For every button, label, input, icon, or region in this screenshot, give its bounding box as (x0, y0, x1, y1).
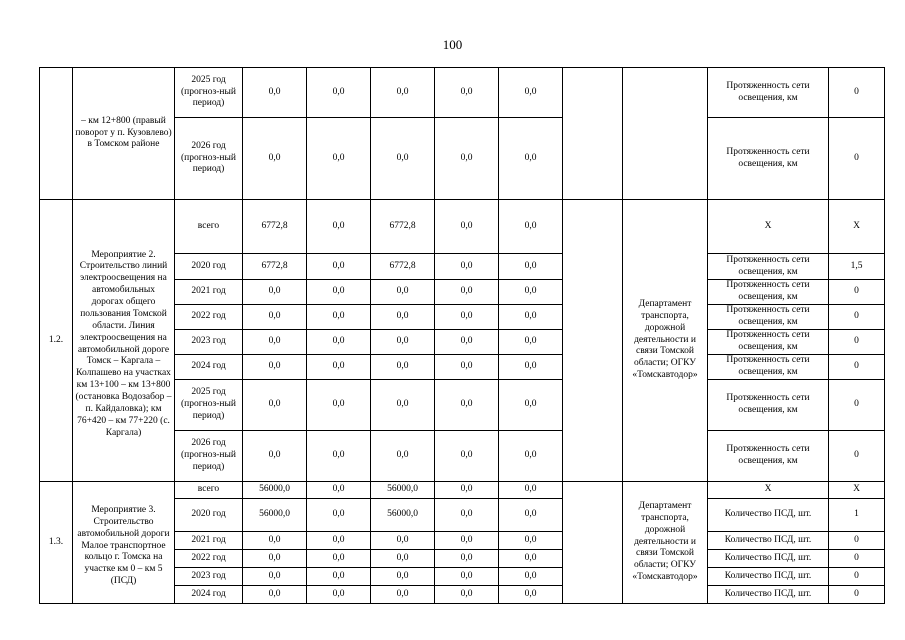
measure-name-cell: – км 12+800 (правый поворот у п. Кузовлево) в Томском районе (73, 68, 175, 200)
value-cell: 0,0 (499, 280, 563, 305)
value-cell: 6772,8 (243, 200, 307, 254)
indicator-value-cell: 0 (829, 532, 885, 550)
year-cell: всего (175, 482, 243, 499)
value-cell: 0,0 (499, 305, 563, 330)
value-cell: 0,0 (435, 254, 499, 280)
value-cell: 0,0 (307, 550, 371, 568)
value-cell: 0,0 (371, 330, 435, 355)
value-cell: 0,0 (307, 330, 371, 355)
measure-name-cell: Мероприятие 2. Строительство линий электроосвещения на автомобильных дорогах общего пользования Томской области. Линия электроосвещения на автомобильной дороге Томск – Каргала – Колпашево на участках км 13+100 – км 13+800 (остановка Водозабор – п. Кайдаловка); км 76+420 – км 77+220 (с. Каргала) (73, 200, 175, 482)
value-cell: 0,0 (371, 586, 435, 604)
indicator-cell: Протяженность сети освещения, км (708, 68, 829, 118)
value-cell: 6772,8 (243, 254, 307, 280)
value-cell: 0,0 (243, 380, 307, 431)
year-cell: всего (175, 200, 243, 254)
year-cell: 2026 год (прогноз-ный период) (175, 118, 243, 200)
item-number-cell: 1.3. (40, 482, 73, 604)
value-cell: 0,0 (307, 305, 371, 330)
year-cell: 2025 год (прогноз-ный период) (175, 68, 243, 118)
value-cell: 0,0 (435, 68, 499, 118)
value-cell: 0,0 (435, 280, 499, 305)
value-cell: 0,0 (435, 568, 499, 586)
indicator-value-cell: 0 (829, 305, 885, 330)
value-cell: 0,0 (371, 532, 435, 550)
indicator-cell: Количество ПСД, шт. (708, 499, 829, 532)
executor-cell (623, 68, 708, 200)
indicator-value-cell: 0 (829, 586, 885, 604)
blank-cell (563, 68, 623, 200)
value-cell: 0,0 (243, 68, 307, 118)
value-cell: 0,0 (307, 355, 371, 380)
year-cell: 2021 год (175, 532, 243, 550)
indicator-value-cell: 0 (829, 550, 885, 568)
value-cell: 0,0 (435, 550, 499, 568)
value-cell: 0,0 (371, 431, 435, 482)
indicator-value-cell: 0 (829, 118, 885, 200)
indicator-cell: Количество ПСД, шт. (708, 568, 829, 586)
value-cell: 0,0 (371, 280, 435, 305)
value-cell: 0,0 (371, 118, 435, 200)
value-cell: 0,0 (499, 254, 563, 280)
indicator-value-cell: 0 (829, 68, 885, 118)
value-cell: 0,0 (499, 550, 563, 568)
value-cell: 0,0 (371, 305, 435, 330)
indicator-cell: Х (708, 200, 829, 254)
blank-cell (563, 200, 623, 482)
year-cell: 2021 год (175, 280, 243, 305)
value-cell: 0,0 (435, 499, 499, 532)
value-cell: 56000,0 (371, 482, 435, 499)
value-cell: 0,0 (243, 305, 307, 330)
value-cell: 56000,0 (243, 499, 307, 532)
value-cell: 0,0 (499, 482, 563, 499)
value-cell: 6772,8 (371, 254, 435, 280)
value-cell: 0,0 (435, 118, 499, 200)
value-cell: 0,0 (499, 586, 563, 604)
value-cell: 0,0 (371, 380, 435, 431)
indicator-cell: Протяженность сети освещения, км (708, 431, 829, 482)
value-cell: 0,0 (435, 380, 499, 431)
value-cell: 0,0 (499, 355, 563, 380)
year-cell: 2023 год (175, 568, 243, 586)
indicator-value-cell: 1 (829, 499, 885, 532)
program-table (39, 67, 885, 604)
indicator-value-cell: 0 (829, 355, 885, 380)
year-cell: 2020 год (175, 254, 243, 280)
value-cell: 0,0 (499, 431, 563, 482)
indicator-cell: Протяженность сети освещения, км (708, 355, 829, 380)
measure-name-cell: Мероприятие 3. Строительство автомобильной дороги Малое транспортное кольцо г. Томска на участке км 0 – км 5 (ПСД) (73, 482, 175, 604)
year-cell: 2026 год (прогноз-ный период) (175, 431, 243, 482)
value-cell: 0,0 (243, 118, 307, 200)
value-cell: 0,0 (371, 568, 435, 586)
value-cell: 0,0 (243, 330, 307, 355)
indicator-cell: Х (708, 482, 829, 499)
year-cell: 2023 год (175, 330, 243, 355)
year-cell: 2024 год (175, 355, 243, 380)
value-cell: 6772,8 (371, 200, 435, 254)
blank-cell (563, 482, 623, 604)
value-cell: 0,0 (307, 532, 371, 550)
value-cell: 0,0 (499, 568, 563, 586)
value-cell: 0,0 (243, 550, 307, 568)
indicator-cell: Протяженность сети освещения, км (708, 380, 829, 431)
year-cell: 2022 год (175, 550, 243, 568)
value-cell: 0,0 (499, 380, 563, 431)
value-cell: 0,0 (307, 431, 371, 482)
indicator-value-cell: 0 (829, 568, 885, 586)
indicator-cell: Количество ПСД, шт. (708, 532, 829, 550)
value-cell: 0,0 (243, 280, 307, 305)
value-cell: 0,0 (307, 254, 371, 280)
indicator-value-cell: 0 (829, 280, 885, 305)
year-cell: 2020 год (175, 499, 243, 532)
value-cell: 0,0 (307, 568, 371, 586)
value-cell: 0,0 (435, 200, 499, 254)
value-cell: 0,0 (499, 499, 563, 532)
value-cell: 0,0 (435, 532, 499, 550)
value-cell: 0,0 (243, 532, 307, 550)
value-cell: 0,0 (371, 355, 435, 380)
year-cell: 2025 год (прогноз-ный период) (175, 380, 243, 431)
value-cell: 0,0 (243, 431, 307, 482)
indicator-cell: Количество ПСД, шт. (708, 550, 829, 568)
value-cell: 0,0 (435, 482, 499, 499)
value-cell: 0,0 (435, 431, 499, 482)
indicator-value-cell: Х (829, 482, 885, 499)
value-cell: 0,0 (307, 68, 371, 118)
value-cell: 56000,0 (371, 499, 435, 532)
indicator-cell: Протяженность сети освещения, км (708, 254, 829, 280)
executor-cell: Департамент транспорта, дорожной деятельности и связи Томской области; ОГКУ «Томскавтодор» (623, 482, 708, 604)
value-cell: 0,0 (435, 305, 499, 330)
value-cell: 0,0 (435, 355, 499, 380)
indicator-cell: Протяженность сети освещения, км (708, 305, 829, 330)
value-cell: 0,0 (307, 280, 371, 305)
table-row (40, 482, 885, 499)
value-cell: 0,0 (307, 118, 371, 200)
value-cell: 0,0 (499, 200, 563, 254)
indicator-value-cell: 0 (829, 431, 885, 482)
value-cell: 0,0 (243, 355, 307, 380)
value-cell: 0,0 (243, 568, 307, 586)
table-row (40, 68, 885, 118)
indicator-value-cell: 0 (829, 380, 885, 431)
value-cell: 0,0 (371, 550, 435, 568)
value-cell: 0,0 (307, 200, 371, 254)
value-cell: 0,0 (307, 380, 371, 431)
indicator-value-cell: 0 (829, 330, 885, 355)
page-number: 100 (442, 37, 463, 52)
value-cell: 0,0 (307, 586, 371, 604)
indicator-value-cell: 1,5 (829, 254, 885, 280)
indicator-value-cell: Х (829, 200, 885, 254)
value-cell: 0,0 (499, 68, 563, 118)
year-cell: 2024 год (175, 586, 243, 604)
value-cell: 0,0 (243, 586, 307, 604)
value-cell: 0,0 (499, 532, 563, 550)
value-cell: 0,0 (307, 499, 371, 532)
indicator-cell: Протяженность сети освещения, км (708, 330, 829, 355)
item-number-cell (40, 68, 73, 200)
indicator-cell: Протяженность сети освещения, км (708, 118, 829, 200)
indicator-cell: Протяженность сети освещения, км (708, 280, 829, 305)
table-row (40, 200, 885, 254)
value-cell: 0,0 (435, 330, 499, 355)
value-cell: 0,0 (371, 68, 435, 118)
year-cell: 2022 год (175, 305, 243, 330)
indicator-cell: Количество ПСД, шт. (708, 586, 829, 604)
item-number-cell: 1.2. (40, 200, 73, 482)
value-cell: 0,0 (499, 330, 563, 355)
value-cell: 56000,0 (243, 482, 307, 499)
value-cell: 0,0 (435, 586, 499, 604)
value-cell: 0,0 (499, 118, 563, 200)
value-cell: 0,0 (307, 482, 371, 499)
executor-cell: Департамент транспорта, дорожной деятельности и связи Томской области; ОГКУ «Томскавтодор» (623, 200, 708, 482)
